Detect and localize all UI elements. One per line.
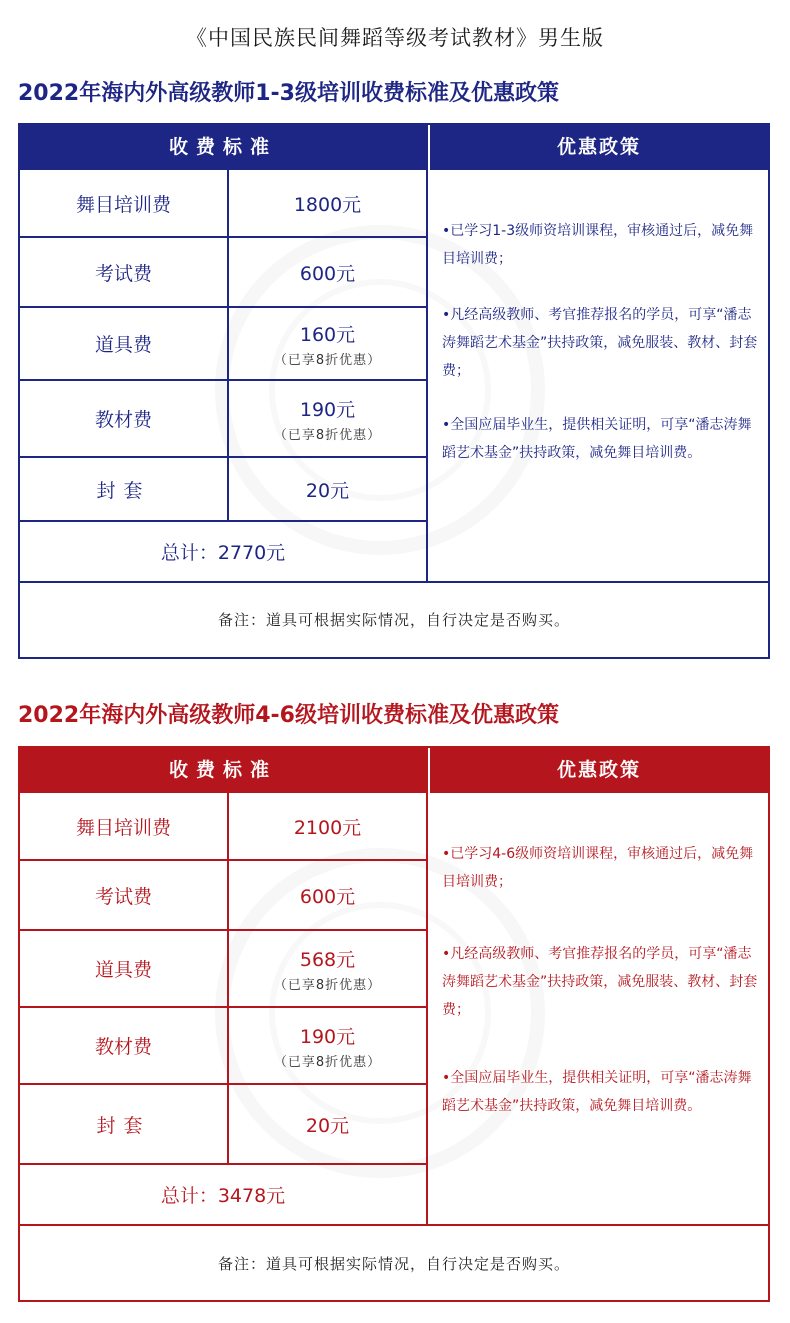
fee-label: 教材费 [94, 1036, 152, 1058]
table-row [20, 793, 227, 859]
fee-value: 568元 [299, 948, 356, 971]
table-row [20, 1008, 227, 1083]
total-amount: 总计：3478元 [160, 1185, 286, 1207]
fee-value: 20元 [305, 479, 350, 502]
header-discount-policy: 优惠政策 [430, 125, 768, 170]
fee-value: 600元 [299, 885, 356, 908]
table-row [229, 170, 426, 236]
policy-item: •已学习1-3级师资培训课程，审核通过后，减免舞目培训费； [442, 223, 754, 267]
policy-item: •全国应届毕业生，提供相关证明，可享“潘志涛舞蹈艺术基金”扶持政策，减免舞目培训费。 [442, 1070, 752, 1114]
table-row [229, 308, 426, 379]
fee-label: 封套 [96, 1114, 151, 1137]
column-divider [426, 748, 428, 1226]
policy-list [442, 840, 758, 1120]
table-row [229, 381, 426, 456]
table-row [20, 861, 227, 929]
table-row [229, 861, 426, 929]
fee-value: 600元 [299, 262, 356, 285]
fee-label: 考试费 [94, 262, 152, 285]
fee-value: 2100元 [293, 816, 362, 839]
header-discount-policy: 优惠政策 [430, 748, 768, 793]
fee-table-1 [18, 123, 770, 659]
table-row [229, 458, 426, 520]
discount-note: （已享8折优惠） [273, 1054, 382, 1070]
table-row [229, 1008, 426, 1083]
fee-label: 考试费 [94, 885, 152, 908]
policy-item: •已学习4-6级师资培训课程，审核通过后，减免舞目培训费； [442, 846, 754, 890]
table-row [229, 793, 426, 859]
table-row [20, 458, 227, 520]
total-amount: 总计：2770元 [160, 542, 286, 564]
total-row [20, 522, 426, 581]
policy-item: •凡经高级教师、考官推荐报名的学员，可享“潘志涛舞蹈艺术基金”扶持政策，减免服装、教材、封套费； [442, 307, 758, 379]
discount-note: （已享8折优惠） [273, 427, 382, 443]
section-title-1: 2022年海内外高级教师1-3级培训收费标准及优惠政策 [18, 81, 559, 106]
fee-label: 封套 [96, 479, 151, 502]
fee-value: 190元 [299, 398, 356, 421]
header-fee-standard: 收费标准 [20, 748, 426, 793]
table-row [20, 1085, 227, 1163]
policy-item: •凡经高级教师、考官推荐报名的学员，可享“潘志涛舞蹈艺术基金”扶持政策，减免服装、教材、封套费； [442, 946, 758, 1018]
fee-label: 道具费 [94, 334, 152, 356]
column-divider [426, 125, 428, 583]
page-title: 《中国民族民间舞蹈等级考试教材》男生版 [186, 26, 604, 50]
table-row [229, 1085, 426, 1163]
table-row [229, 238, 426, 306]
fee-value: 20元 [305, 1114, 350, 1137]
table-row [229, 931, 426, 1006]
row-divider [20, 1224, 768, 1226]
row-divider [20, 581, 768, 583]
total-row [20, 1165, 426, 1224]
discount-note: （已享8折优惠） [273, 977, 382, 993]
table-row [20, 381, 227, 456]
table-row [20, 931, 227, 1006]
fee-value: 1800元 [293, 193, 362, 216]
fee-table-2 [18, 746, 770, 1302]
remark-note: 备注：道具可根据实际情况，自行决定是否购买。 [217, 1255, 570, 1273]
fee-label: 道具费 [94, 959, 152, 981]
table-row [20, 238, 227, 306]
header-fee-standard: 收费标准 [20, 125, 426, 170]
fee-value: 160元 [299, 323, 356, 346]
discount-note: （已享8折优惠） [273, 352, 382, 368]
fee-label: 教材费 [94, 409, 152, 431]
fee-label: 舞目培训费 [75, 193, 171, 216]
table-row [20, 170, 227, 236]
section-title-2: 2022年海内外高级教师4-6级培训收费标准及优惠政策 [18, 703, 559, 728]
policy-item: •全国应届毕业生，提供相关证明，可享“潘志涛舞蹈艺术基金”扶持政策，减免舞目培训费。 [442, 417, 752, 461]
table-row [20, 308, 227, 379]
fee-label: 舞目培训费 [75, 816, 171, 839]
remark-note: 备注：道具可根据实际情况，自行决定是否购买。 [217, 611, 570, 629]
policy-list [442, 217, 758, 467]
fee-value: 190元 [299, 1025, 356, 1048]
